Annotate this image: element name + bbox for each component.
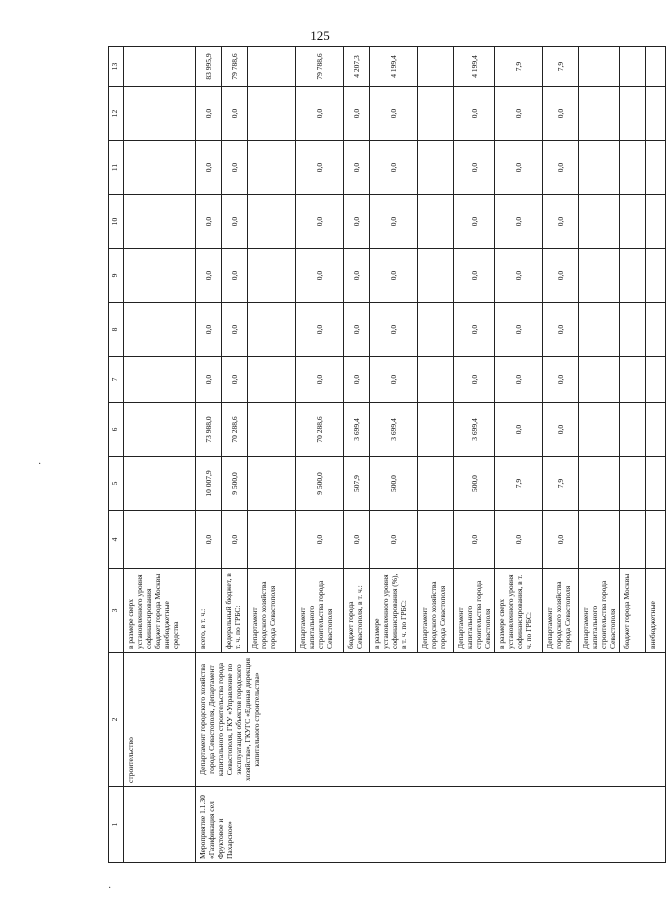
value-cell: 0,0: [196, 141, 222, 195]
col-header-6: 6: [109, 403, 124, 457]
cell: [124, 457, 196, 511]
value-cell: 70 288,6: [222, 403, 248, 457]
value-cell: [620, 511, 646, 569]
value-cell: 0,0: [370, 195, 418, 249]
value-cell: 0,0: [543, 511, 579, 569]
value-cell: 0,0: [370, 249, 418, 303]
value-cell: 0,0: [344, 303, 370, 357]
value-cell: 0,0: [196, 249, 222, 303]
value-cell: [620, 357, 646, 403]
value-cell: 7,9: [543, 47, 579, 87]
col-header-7: 7: [109, 357, 124, 403]
value-cell: 0,0: [222, 511, 248, 569]
scan-speck: ·: [38, 459, 42, 470]
funding-source: бюджет города Москвы: [620, 569, 646, 653]
value-cell: [620, 87, 646, 141]
value-cell: 0,0: [370, 511, 418, 569]
value-cell: [579, 457, 620, 511]
value-cell: 7,9: [543, 457, 579, 511]
value-cell: 0,0: [495, 403, 543, 457]
value-cell: 3 699,4: [344, 403, 370, 457]
value-cell: [579, 511, 620, 569]
col-header-3: 3: [109, 569, 124, 653]
col-header-13: 13: [109, 47, 124, 87]
value-cell: 7,9: [495, 457, 543, 511]
value-cell: 0,0: [454, 249, 495, 303]
value-cell: 0,0: [296, 195, 344, 249]
value-cell: 0,0: [495, 87, 543, 141]
value-cell: 0,0: [296, 357, 344, 403]
value-cell: 0,0: [543, 249, 579, 303]
value-cell: 0,0: [454, 87, 495, 141]
value-cell: 500,0: [370, 457, 418, 511]
value-cell: 3 699,4: [370, 403, 418, 457]
value-cell: [579, 249, 620, 303]
page-number: 125: [310, 28, 330, 43]
cell: [124, 511, 196, 569]
cell: [124, 47, 196, 87]
funding-source: в размере установленного уровня софинансирования (%), в т. ч. по ГРБС:: [370, 569, 418, 653]
value-cell: [620, 403, 646, 457]
value-cell: 70 288,6: [296, 403, 344, 457]
budget-table: [108, 46, 666, 863]
value-cell: 3 699,4: [454, 403, 495, 457]
cell: [124, 141, 196, 195]
funding-source: бюджет города Севастополя, в т. ч.:: [344, 569, 370, 653]
value-cell: 0,0: [344, 87, 370, 141]
value-cell: [646, 141, 666, 195]
value-cell: 83 995,9: [196, 47, 222, 87]
value-cell: [418, 47, 454, 87]
value-cell: 0,0: [296, 303, 344, 357]
value-cell: 0,0: [196, 303, 222, 357]
value-cell: 0,0: [344, 141, 370, 195]
value-cell: [418, 303, 454, 357]
value-cell: [248, 303, 296, 357]
funding-source: в размере сверх установленного уровня софинансирования, в т. ч. по ГРБС:: [495, 569, 543, 653]
scan-speck: ·: [108, 883, 112, 894]
value-cell: [418, 403, 454, 457]
col-header-9: 9: [109, 249, 124, 303]
value-cell: 0,0: [296, 511, 344, 569]
value-cell: 0,0: [222, 357, 248, 403]
value-cell: [646, 87, 666, 141]
value-cell: 4 199,4: [370, 47, 418, 87]
value-cell: [579, 87, 620, 141]
value-cell: [620, 195, 646, 249]
value-cell: [418, 141, 454, 195]
value-cell: [620, 249, 646, 303]
value-cell: [646, 195, 666, 249]
funding-source: Департамент городского хозяйства города Севастополя: [418, 569, 454, 653]
value-cell: [620, 141, 646, 195]
value-cell: 0,0: [454, 141, 495, 195]
value-cell: [248, 511, 296, 569]
cell: [124, 303, 196, 357]
value-cell: 0,0: [495, 141, 543, 195]
value-cell: 7,9: [495, 47, 543, 87]
col-header-2: 2: [109, 653, 124, 787]
value-cell: 500,0: [454, 457, 495, 511]
value-cell: [418, 195, 454, 249]
value-cell: [418, 511, 454, 569]
continuation-row: [124, 47, 196, 863]
value-cell: [248, 403, 296, 457]
value-cell: [646, 457, 666, 511]
value-cell: 0,0: [543, 357, 579, 403]
continuation-source: в размере сверх установленного уровня софинансирования бюджет города Москвы внебюджетные средства: [124, 569, 196, 653]
value-cell: 0,0: [454, 303, 495, 357]
funding-source: Департамент капитального строительства города Севастополя: [579, 569, 620, 653]
value-cell: 0,0: [296, 141, 344, 195]
value-cell: [646, 511, 666, 569]
event-name: Мероприятие 1.1.30 «Газификация сел Фруктовое и Пахарсное»: [196, 787, 666, 863]
value-cell: 4 207,3: [344, 47, 370, 87]
value-cell: [579, 357, 620, 403]
value-cell: 0,0: [196, 357, 222, 403]
value-cell: 10 007,9: [196, 457, 222, 511]
event-responsible: Департамент городского хозяйства города Севастополя, Департамент капитального строительства города Севастополя, ГКУ «Управление по эксплуатации объектов городского хозяйства», ГКУГС «Единая дирекция капитального строительства»: [196, 653, 666, 787]
value-cell: 0,0: [344, 195, 370, 249]
value-cell: [248, 457, 296, 511]
value-cell: 0,0: [495, 303, 543, 357]
value-cell: [248, 87, 296, 141]
funding-source: Департамент городского хозяйства города Севастополя: [248, 569, 296, 653]
value-cell: 0,0: [222, 87, 248, 141]
value-cell: 0,0: [222, 195, 248, 249]
value-cell: [248, 249, 296, 303]
cell: [124, 787, 196, 863]
value-cell: 0,0: [495, 357, 543, 403]
col-header-11: 11: [109, 141, 124, 195]
col-header-10: 10: [109, 195, 124, 249]
value-cell: 0,0: [344, 357, 370, 403]
col-header-12: 12: [109, 87, 124, 141]
funding-source: Департамент капитального строительства города Севастополя: [454, 569, 495, 653]
value-cell: 79 788,6: [296, 47, 344, 87]
header-row: [109, 47, 124, 863]
value-cell: [579, 403, 620, 457]
cell: [124, 249, 196, 303]
continuation-responsible: строительство: [124, 653, 196, 787]
funding-source: Департамент городского хозяйства города Севастополя: [543, 569, 579, 653]
value-cell: [248, 195, 296, 249]
value-cell: 0,0: [344, 511, 370, 569]
value-cell: 9 500,0: [222, 457, 248, 511]
value-cell: 4 199,4: [454, 47, 495, 87]
value-cell: [646, 403, 666, 457]
value-cell: [620, 47, 646, 87]
value-cell: [248, 141, 296, 195]
cell: [124, 403, 196, 457]
value-cell: 0,0: [370, 303, 418, 357]
value-cell: 0,0: [454, 357, 495, 403]
value-cell: 0,0: [454, 195, 495, 249]
value-cell: [646, 249, 666, 303]
value-cell: [579, 195, 620, 249]
value-cell: 0,0: [222, 249, 248, 303]
cell: [124, 195, 196, 249]
cell: [124, 357, 196, 403]
value-cell: 0,0: [196, 195, 222, 249]
value-cell: 0,0: [196, 511, 222, 569]
value-cell: [418, 87, 454, 141]
value-cell: [418, 357, 454, 403]
value-cell: 0,0: [296, 87, 344, 141]
value-cell: 73 988,0: [196, 403, 222, 457]
value-cell: [646, 303, 666, 357]
col-header-5: 5: [109, 457, 124, 511]
value-cell: 0,0: [543, 141, 579, 195]
value-cell: 0,0: [543, 303, 579, 357]
value-cell: [248, 357, 296, 403]
value-cell: 0,0: [495, 511, 543, 569]
value-cell: [418, 457, 454, 511]
value-cell: [579, 47, 620, 87]
value-cell: 0,0: [370, 87, 418, 141]
funding-source: всего, в т. ч.:: [196, 569, 222, 653]
col-header-1: 1: [109, 787, 124, 863]
col-header-4: 4: [109, 511, 124, 569]
value-cell: 0,0: [196, 87, 222, 141]
value-cell: [579, 141, 620, 195]
table-row: [196, 47, 222, 863]
value-cell: 0,0: [370, 357, 418, 403]
value-cell: [418, 249, 454, 303]
value-cell: 0,0: [543, 195, 579, 249]
value-cell: [646, 357, 666, 403]
value-cell: 507,9: [344, 457, 370, 511]
col-header-8: 8: [109, 303, 124, 357]
value-cell: 0,0: [370, 141, 418, 195]
value-cell: 0,0: [543, 87, 579, 141]
value-cell: 0,0: [454, 511, 495, 569]
value-cell: 0,0: [344, 249, 370, 303]
funding-source: Департамент капитального строительства города Севастополя: [296, 569, 344, 653]
value-cell: 0,0: [495, 195, 543, 249]
value-cell: [579, 303, 620, 357]
value-cell: 0,0: [495, 249, 543, 303]
value-cell: [620, 303, 646, 357]
value-cell: 0,0: [296, 249, 344, 303]
value-cell: 79 788,6: [222, 47, 248, 87]
rotated-table-container: [108, 47, 657, 863]
cell: [124, 87, 196, 141]
funding-source: внебюджетные: [646, 569, 666, 653]
funding-source: федеральный бюджет, в т. ч. по ГРБС:: [222, 569, 248, 653]
value-cell: 9 500,0: [296, 457, 344, 511]
value-cell: 0,0: [222, 141, 248, 195]
value-cell: [646, 47, 666, 87]
value-cell: 0,0: [222, 303, 248, 357]
value-cell: [248, 47, 296, 87]
value-cell: 0,0: [543, 403, 579, 457]
value-cell: [620, 457, 646, 511]
